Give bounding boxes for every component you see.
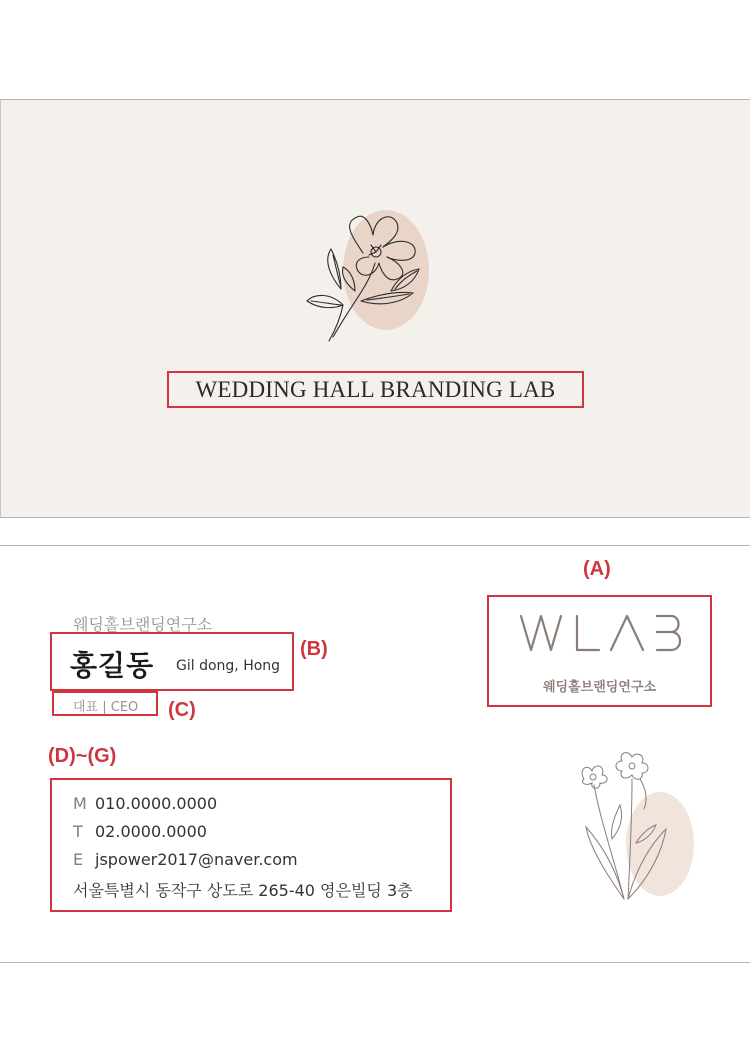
wlab-logo [487, 612, 712, 658]
contact-letter-t: T [73, 822, 83, 841]
contact-letter-e: E [73, 850, 84, 869]
wlab-logo-icon [515, 612, 685, 654]
annotation-label-c: (C) [168, 699, 196, 721]
logo-company-name: 웨딩홀브랜딩연구소 [542, 680, 657, 695]
email-address: jspower2017@naver.com [95, 850, 298, 869]
mobile-number: 010.0000.0000 [95, 794, 218, 813]
contact-mobile [73, 794, 217, 813]
back-card [0, 545, 750, 963]
annotation-label-b: (B) [300, 638, 328, 660]
contact-telephone [73, 822, 207, 841]
contact-letter-m: M [73, 794, 87, 813]
flower-illustration-icon [291, 205, 441, 345]
person-name-korean: 홍길동 [70, 649, 155, 682]
annotation-label-dg: (D)~(G) [48, 745, 117, 767]
front-title-annotation-box [167, 371, 584, 408]
person-name-english: Gil dong, Hong [176, 658, 281, 674]
front-title: WEDDING HALL BRANDING LAB [195, 376, 556, 402]
company-name-small: 웨딩홀브랜딩연구소 [73, 615, 213, 634]
annotation-label-a: (A) [583, 558, 611, 580]
job-title: 대표 | CEO [73, 700, 139, 715]
flower-illustration-small-icon [570, 749, 700, 909]
front-card [0, 99, 750, 518]
telephone-number: 02.0000.0000 [95, 822, 207, 841]
postal-address: 서울특별시 동작구 상도로 265-40 영은빌딩 3층 [73, 881, 413, 900]
contact-email [73, 850, 298, 869]
